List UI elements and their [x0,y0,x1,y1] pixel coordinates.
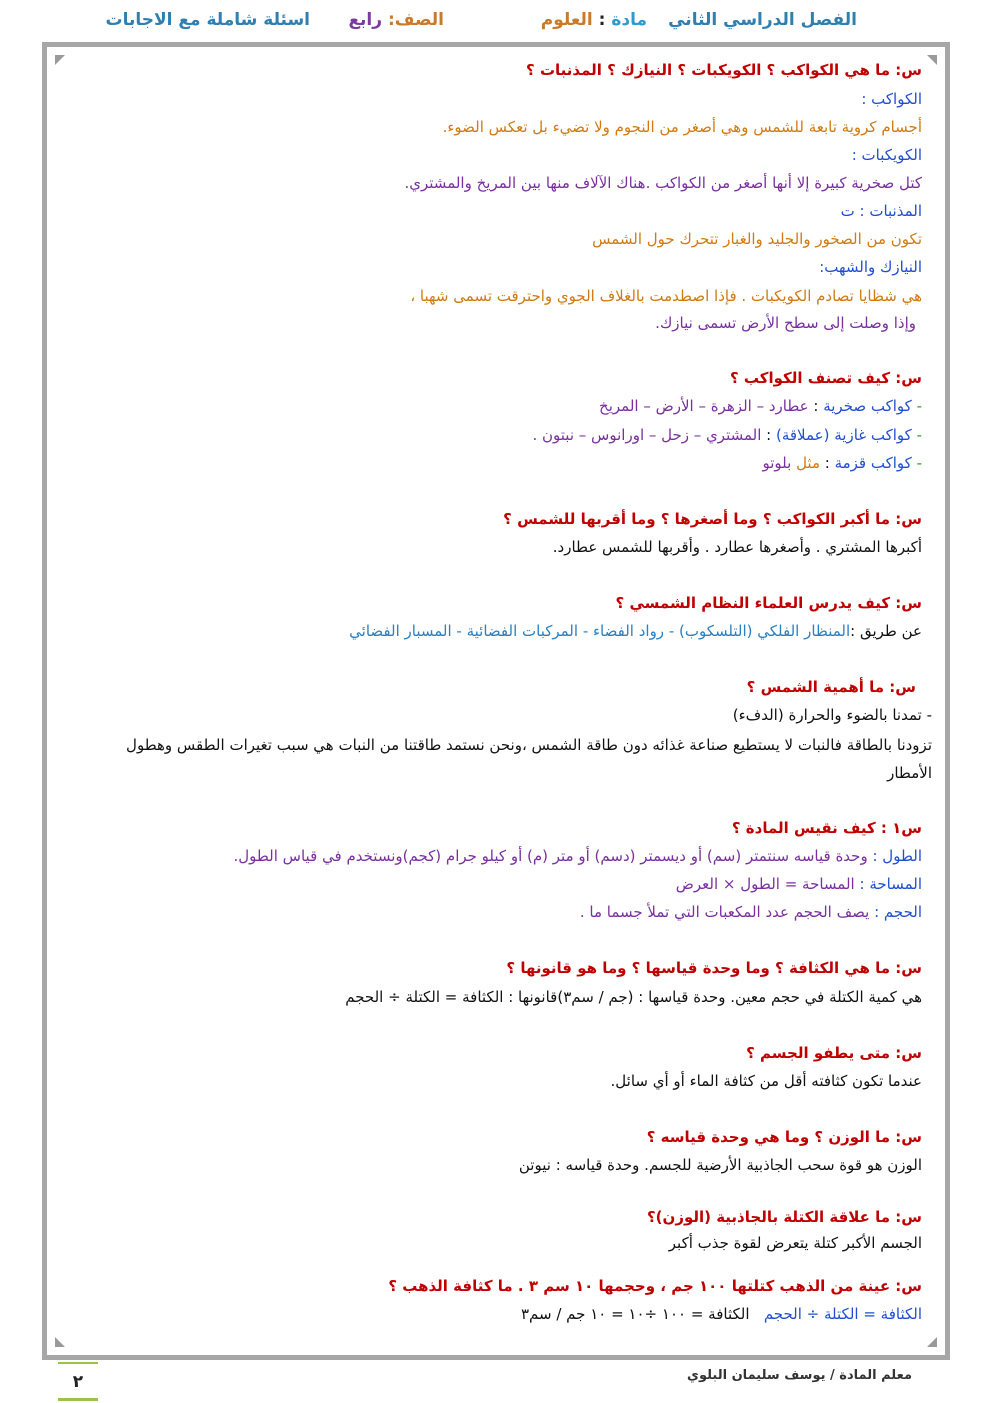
answer-7: هي كمية الكتلة في حجم معين. وحدة قياسها : (جم / سم٣)قانونها : الكثافة = الكتلة ÷ الحجم [345,988,922,1006]
answer-4-prefix: عن طريق : [850,622,922,640]
page-number-rule [58,1398,98,1401]
rocky-planets-row: - كواكب صخرية : عطارد – الزهرة – الأرض – المريخ [599,397,922,415]
subject-value: العلوم [540,10,593,30]
grade-value: رابع [348,10,383,30]
volume-label: الحجم : [874,903,922,921]
teacher-name: معلم المادة / يوسف سليمان البلوي [687,1368,912,1383]
volume-row [60,902,922,922]
dwarf-example-word: مثل [796,454,820,472]
page-header [0,10,992,40]
page-number: ٢ [72,1372,84,1392]
rocky-planets-label: كواكب صخرية [823,397,912,415]
question-6: س١ : كيف نقيس المادة ؟ [731,819,922,837]
gas-planets-row: - كواكب غازية (عملاقة) : المشتري – زحل – اورانوس – نبتون . [532,426,922,444]
answer-5-line-1: - تمدنا بالضوء والحرارة (الدفء) [732,706,932,724]
planets-label: الكواكب : [861,90,922,108]
question-5: س: ما أهمية الشمس ؟ [746,678,916,696]
question-2: س: كيف تصنف الكواكب ؟ [729,369,922,387]
answer-9: الوزن هو قوة سحب الجاذبية الأرضية للجسم. وحدة قياسه : نيوتن [518,1156,922,1174]
question-7: س: ما هي الكثافة ؟ وما وحدة قياسها ؟ وما هو قانونها ؟ [506,959,922,977]
question-11: س: عينة من الذهب كتلتها ١٠٠ جم ، وحجمها ١٠ سم ٣ . ما كثافة الذهب ؟ [388,1277,922,1295]
answer-5-line-2: تزودنا بالطاقة فالنبات لا يستطيع صناعة غذائه دون طاقة الشمس ،ونحن نستمد طاقتنا من النبات هي سبب تغيرات الطقس وهطول [126,736,932,754]
answer-4 [60,621,922,641]
comets-label: المذنبات : ت [840,202,922,220]
semester-label: الفصل الدراسي الثاني [668,10,857,30]
answer-3: أكبرها المشتري . وأصغرها عطارد . وأقربها للشمس عطارد. [552,538,922,556]
asteroids-definition: كتل صخرية كبيرة إلا أنها أصغر من الكواكب .هناك الآلاف منها بين المريخ والمشتري. [404,174,922,192]
bullet: - [911,397,922,415]
grade-heading [348,10,444,30]
comets-definition: تكون من الصخور والجليد والغبار تتحرك حول الشمس [592,230,922,248]
answer-4-text: المنظار الفلكي (التلسكوب) - رواد الفضاء - المركبات الفضائية - المسبار الفضائي [349,622,851,640]
area-row [60,874,922,894]
subject-colon: : [598,10,606,30]
corner-ornament [927,55,937,65]
answer-10: الجسم الأكبر كتلة يتعرض لقوة جذب أكبر [668,1234,922,1252]
meteors-definition-1: هي شظايا تصادم الكويكبات . فإذا اصطدمت بالغلاف الجوي واحترقت تسمى شهبا ، [410,287,922,305]
volume-definition: يصف الحجم عدد المكعبات التي تملأ جسما ما . [579,903,870,921]
question-10: س: ما علاقة الكتلة بالجاذبية (الوزن)؟ [646,1208,922,1226]
dwarf-planets-row: - كواكب قزمة : مثل بلوتو [762,454,922,472]
meteors-definition-2: وإذا وصلت إلى سطح الأرض تسمى نيازك. [655,314,916,332]
density-law: الكثافة = الكتلة ÷ الحجم [763,1305,922,1323]
area-definition: المساحة = الطول × العرض [675,875,855,893]
asteroids-label: الكويكبات : [851,146,922,164]
length-label: الطول : [872,847,922,865]
page-title: اسئلة شاملة مع الاجابات [105,10,310,30]
question-9: س: ما الوزن ؟ وما هي وحدة قياسه ؟ [646,1128,922,1146]
bullet: - [911,454,922,472]
density-calculation: الكثافة = ١٠٠ ÷١٠ = ١٠ جم / سم٣ [520,1305,750,1323]
subject-heading [541,10,647,30]
subject-label: مادة [611,10,647,30]
question-4: س: كيف يدرس العلماء النظام الشمسي ؟ [615,594,922,612]
dwarf-planets-label: كواكب قزمة [834,454,912,472]
answer-5-line-3: الأمطار [887,764,932,782]
length-definition: وحدة قياسه سنتمتر (سم) أو ديسمتر (دسم) أو متر (م) أو كيلو جرام (كجم)ونستخدم في قياس الطول. [233,847,868,865]
dwarf-planets-list: بلوتو [762,454,792,472]
area-label: المساحة : [859,875,922,893]
gas-planets-label: كواكب غازية (عملاقة) [775,426,912,444]
bullet: - [911,426,922,444]
corner-ornament [55,1337,65,1347]
gas-planets-list: المشتري – زحل – اورانوس – نبتون . [532,426,762,444]
meteors-label: النيازك والشهب: [819,258,922,276]
length-row [60,846,922,866]
question-1: س: ما هي الكواكب ؟ الكويكبات ؟ النيازك ؟ المذنبات ؟ [526,61,922,79]
question-3: س: ما أكبر الكواكب ؟ وما أصغرها ؟ وما أقربها للشمس ؟ [503,510,922,528]
grade-label: الصف: [387,10,444,30]
answer-11 [60,1304,922,1324]
answer-8: عندما تكون كثافته أقل من كثافة الماء أو أي سائل. [610,1072,922,1090]
corner-ornament [927,1337,937,1347]
rocky-planets-list: عطارد – الزهرة – الأرض – المريخ [599,397,809,415]
planets-definition: أجسام كروية تابعة للشمس وهي أصغر من النجوم ولا تضيء بل تعكس الضوء. [442,118,922,136]
question-8: س: متى يطفو الجسم ؟ [746,1044,922,1062]
